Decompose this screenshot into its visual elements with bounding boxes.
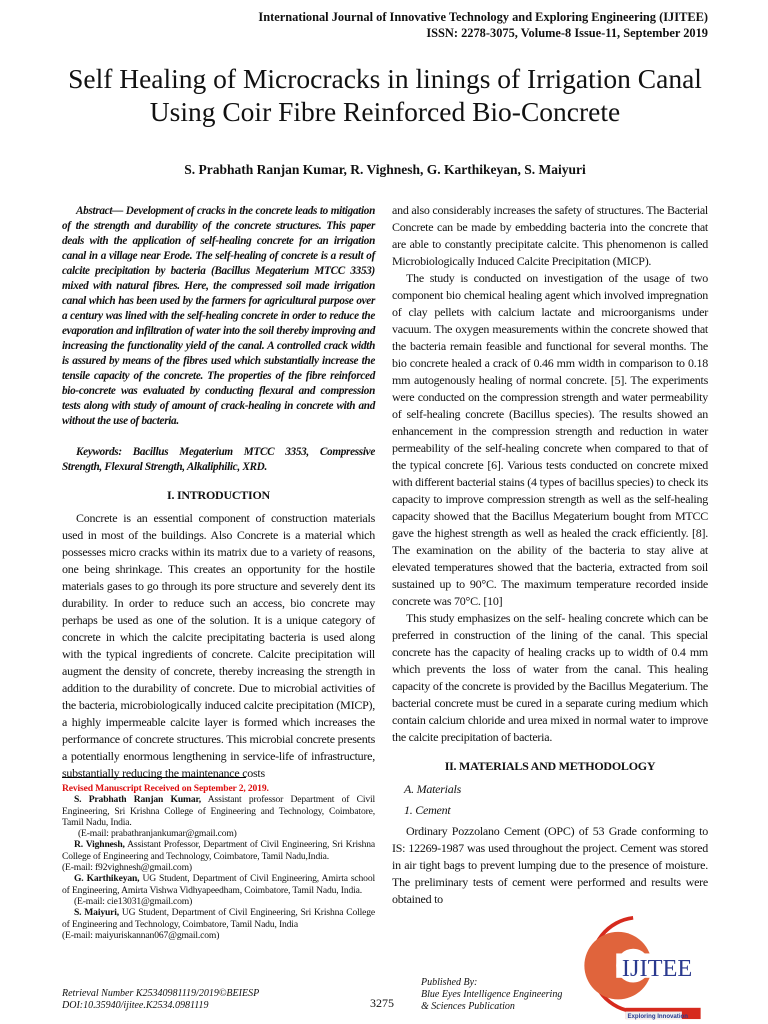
svg-text:Exploring Innovation: Exploring Innovation [627, 1013, 688, 1021]
author-name: S. Prabhath Ranjan Kumar, [74, 794, 201, 806]
received-date: Revised Manuscript Received on September 2, 2019. [62, 783, 269, 794]
section-heading-intro: I. INTRODUCTION [167, 488, 270, 502]
publisher-info [421, 977, 562, 1013]
footnotes [62, 783, 375, 941]
journal-header: International Journal of Innovative Technology and Exploring Engineering (IJITEE) [258, 10, 708, 24]
keywords: Keywords: Bacillus Megaterium MTCC 3353, Compressive Strength, Flexural Strength, Alkaliphilic, XRD. [62, 446, 375, 473]
paragraph: and also considerably increases the safety of structures. The Bacterial Concrete can be made by embedding bacteria into the concrete that are able to constantly precipitate calcite. This phenomenon is called Microbiologically Induced Calcite Precipitation (MICP). [392, 203, 708, 268]
page-number: 3275 [370, 996, 394, 1010]
abstract: Abstract— Development of cracks in the concrete leads to mitigation of the strength and durability of the concrete structures. This paper deals with the application of self-healing concrete for an irrigation canal in a village near Erode. The self-healing of concrete is a result of calcite precipitation by bacteria (Bacillus Megaterium MTCC 3353) mixed with natural fibres. Here, the compressed soil made irrigation canal which has been used by the farmers for agricultural purpose over a century was lined with the self-healing concrete in order to reduce the evaporation and infiltration of water into the soil thereby improving and increasing the functionality yield of the canal. A controlled crack width is assured by means of the fibres used which substantially increase the tensile capacity of the concrete. The properties of the fibre reinforced bio-concrete was evaluated by conducting flexural and compression tests along with study of amount of crack-healing in concrete with and without the use of bacteria. [62, 205, 375, 427]
author-affiliation: Assistant professor Department of Civil Engineering, Sri Krishna College of Engineering and Technology, Coimbatore, Tamil Nadu, India. [62, 794, 376, 828]
left-column [62, 204, 375, 782]
section-heading-materials: II. MATERIALS AND METHODOLOGY [444, 759, 656, 773]
ijitee-logo-icon [560, 914, 710, 1021]
right-column [392, 202, 708, 908]
publisher-label: Published By: [421, 977, 478, 988]
author-name: S. Maiyuri, [74, 907, 120, 919]
svg-text:IJITEE: IJITEE [621, 954, 693, 982]
publisher-name-line2: & Sciences Publication [421, 1001, 515, 1012]
authors: S. Prabhath Ranjan Kumar, R. Vighnesh, G. Karthikeyan, S. Maiyuri [184, 162, 586, 177]
author-name: R. Vighnesh, [74, 839, 125, 851]
paper-title: Self Healing of Microcracks in linings of Irrigation Canal Using Coir Fibre Reinforced Bio-Concrete [68, 63, 702, 127]
doi: DOI:10.35940/ijitee.K2534.0981119 [62, 999, 209, 1011]
author-name: G. Karthikeyan, [74, 873, 140, 885]
author-email: (E-mail: cie13031@gmail.com) [74, 895, 193, 907]
author-affiliation: UG Student, Department of Civil Engineering, Amirta school of Engineering, Amirta Vishwa Vidhyapeedham, Coimbatore, Tamil Nadu, India. [62, 873, 375, 896]
subheading-cement: 1. Cement [404, 803, 451, 817]
author-affiliation: Assistant Professor, Department of Civil Engineering, Sri Krishna College of Engineering and Technology, Coimbatore, Tamil Nadu,India. [62, 839, 376, 862]
author-email: (E-mail: maiyuriskannan067@gmail.com) [62, 929, 220, 941]
retrieval-info [62, 988, 259, 1011]
paragraph: The study is conducted on investigation of the usage of two component bio chemical healing agent which involved impregnation of clay pellets with calcium lactate and microorganisms under vacuum. The oxygen measurements within the concrete showed that the bacteria remain feasible and functional for several months. The bio concrete healed a crack of 0.46 mm width in comparison to 0.18 mm autogenously healing of normal concrete. [5]. The experiments were conducted on the compression strength and water permeability of self-healing concrete (Bacillus species). The results showed an enhancement in the compression strength and reduction in water permeability of the self-healing concrete when compared to that of the typical concrete [6]. Various tests conducted on concrete mixed with different bacterial stains (4 types of bacillus species) to check its capacity to improve compression strength as well as the self-healing capacity showed that the Bacillus Megaterium bought from MTCC gave the highest strength as well as healed the crack efficiently. [8]. The examination on the ability of the bacteria to stay alive at elevated temperatures showed that the bacteria, extracted from soil sustained up to 90°C. The maximum temperature recorded inside concrete was 70°C. [10] [392, 271, 708, 608]
intro-paragraph: Concrete is an essential component of construction materials used in most of the buildings. Also Concrete is a material which possesses micro cracks within its matrix due to a variety of reasons, one being shrinkage. This creates an opportunity for the hostile materials gases to go through its pore structure and severely dent its durability. In order to reduce such an access, bio concrete may perhaps be used as one of the solution. It is a unique category of concrete in which the calcite precipitating bacteria is used along with the typical ingredients of concrete. Calcite precipitation will augment the density of concrete, thereby increasing the strength in addition to the durability of concrete. Due to microbial activities of the bacteria, microbiologically induced calcite precipitation (MICP), a highly impermeable calcite layer is formed which increases the performance of concrete structures. This microbial concrete presents a potentially enormous lengthening in service-life of infrastructure, substantially reducing the maintenance costs [62, 511, 375, 780]
issn-header: ISSN: 2278-3075, Volume-8 Issue-11, September 2019 [426, 26, 708, 40]
author-email: (E-mail: f92vighnesh@gmail.com) [62, 862, 192, 874]
cement-paragraph: Ordinary Pozzolano Cement (OPC) of 53 Grade conforming to IS: 12269-1987 was used throughout the project. Cement was stored in air tight bags to prevent lumping due to the presence of moisture. The preliminary tests of cement were performed and results were obtained to [392, 824, 708, 906]
author-email: (E-mail: prabathranjankumar@gmail.com) [78, 828, 237, 840]
subheading-materials: A. Materials [404, 782, 461, 796]
paragraph: This study emphasizes on the self- healing concrete which can be preferred in construction of the lining of the canal. This special concrete has the capacity of healing cracks up to width of 0.4 mm which prevents the loss of water from the canal. This healing capacity of the concrete is provided by the Bacillus Megaterium. The bacterial concrete must be cured in a separate curing medium which contain calcium chloride and urea mixed in normal water to improve the calcite precipitation of bacteria. [392, 611, 708, 744]
retrieval-number: Retrieval Number K25340981119/2019©BEIESP [62, 988, 260, 999]
author-affiliation: UG Student, Department of Civil Engineering, Sri Krishna College of Engineering and Technology, Coimbatore, Tamil Nadu, India [62, 907, 375, 930]
publisher-name: Blue Eyes Intelligence Engineering [421, 989, 563, 1000]
footnote-rule [62, 777, 246, 778]
